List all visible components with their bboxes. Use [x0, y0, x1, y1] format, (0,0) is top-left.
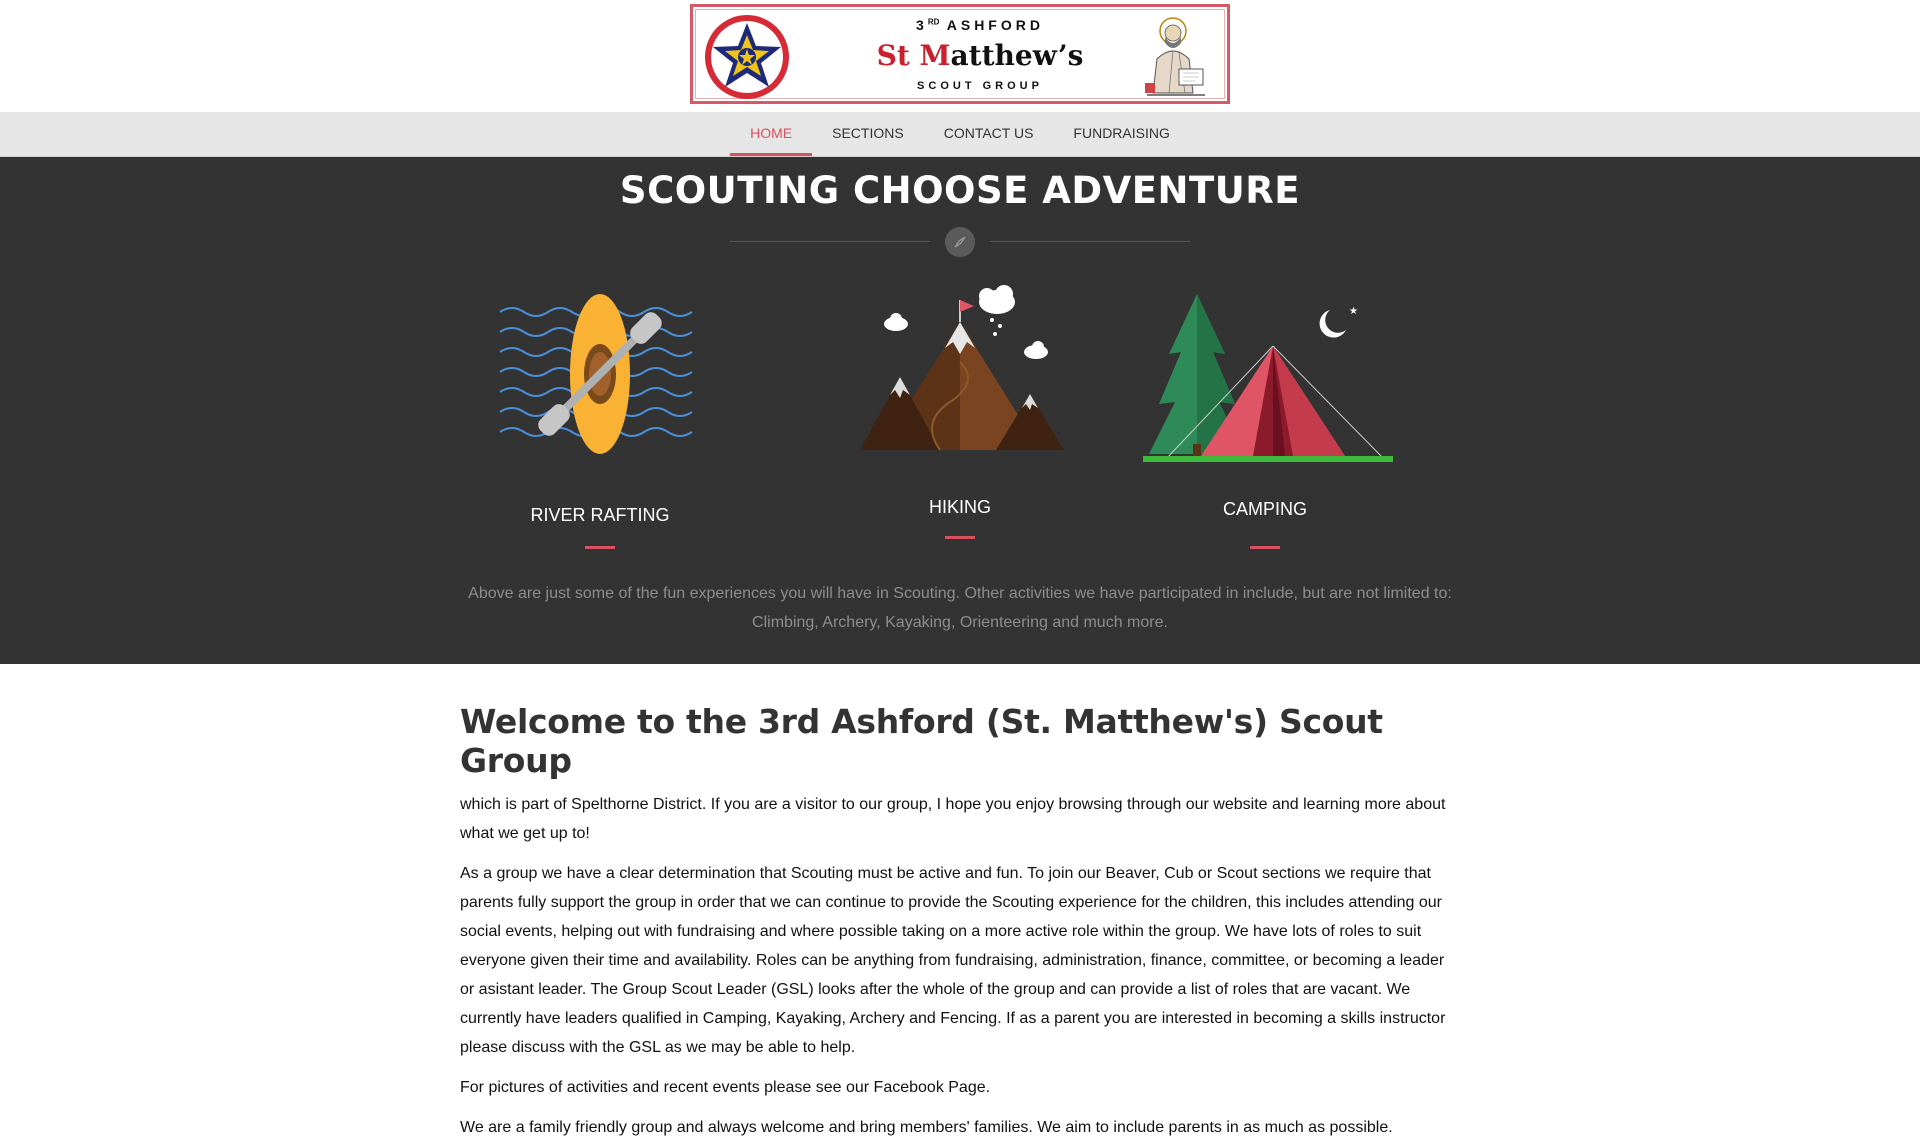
site-header	[0, 0, 1920, 112]
feature-title-river-rafting: RIVER RAFTING	[530, 505, 670, 525]
svg-text:★: ★	[1349, 306, 1358, 317]
welcome-heading: Welcome to the 3rd Ashford (St. Matthew's) Scout Group	[460, 702, 1383, 780]
tent-icon	[1125, 284, 1405, 464]
facebook-paragraph: For pictures of activities and recent events please see our Facebook Page.	[460, 1079, 991, 1096]
divider-line-right	[990, 241, 1190, 242]
family-paragraph: We are a family friendly group and always welcome and bring members' families. We aim to include parents in as much as possible.	[460, 1119, 1393, 1136]
logo-text	[843, 13, 1117, 92]
site-logo[interactable]	[690, 4, 1230, 104]
mountain-icon	[840, 282, 1080, 462]
logo-line-ashford: 3RD ASHFORD	[916, 17, 1044, 33]
about-paragraph: As a group we have a clear determination that Scouting must be active and fun. To join our Beaver, Cub or Scout sections we require that parents fully support the group in order that we can continue to provide the Scouting experience for the children, this includes attending our social events, helping out with fundraising and where possible taking on a more active role within the group. We have lots of roles to suit everyone given their time and availability. Roles can be anything from fundraising, administration, finance, committee, or becoming a leader or asistant leader. The Group Scout Leader (GSL) looks after the whole of the group and can provide a list of roles that are vacant. We currently have leaders qualified in Camping, Kayaking, Archery and Fencing. If as a parent you are interested in becoming a skills instructor please discuss with the GSL as we may be able to help.	[460, 865, 1446, 1056]
activities-description: Above are just some of the fun experiences you will have in Scouting. Other activities we have participated in include, but are not limited to: Climbing, Archery, Kayaking, Orienteering and much more.	[468, 585, 1452, 631]
nav-item-fundraising[interactable]: FUNDRAISING	[1073, 125, 1170, 141]
main-content	[460, 664, 1460, 1142]
feature-underline	[945, 536, 975, 539]
main-nav	[0, 112, 1920, 157]
features-row	[0, 292, 1920, 542]
section-divider	[0, 224, 1920, 258]
logo-line-scout-group: SCOUT GROUP	[917, 80, 1043, 92]
feature-title-camping: CAMPING	[1222, 499, 1307, 519]
logo-line-st-matthews: St Matthew’s	[876, 39, 1084, 72]
compass-icon	[945, 227, 975, 257]
feature-river-rafting	[510, 292, 690, 549]
feature-camping	[1140, 292, 1390, 549]
nav-item-sections[interactable]: SECTIONS	[832, 125, 904, 141]
feature-underline	[1250, 546, 1280, 549]
adventure-section	[0, 157, 1920, 664]
nav-items	[730, 112, 1190, 156]
feature-hiking	[840, 292, 1080, 539]
saint-matthew-icon	[1143, 13, 1209, 99]
kayak-icon	[495, 292, 705, 462]
scout-badge-icon	[703, 13, 791, 101]
feature-underline	[585, 546, 615, 549]
hero-title: SCOUTING CHOOSE ADVENTURE	[619, 169, 1301, 212]
divider-line-left	[730, 241, 930, 242]
nav-item-home[interactable]: HOME	[730, 112, 812, 156]
nav-item-contact-us[interactable]: CONTACT US	[943, 125, 1034, 141]
intro-paragraph: which is part of Spelthorne District. If you are a visitor to our group, I hope you enjoy browsing through our website and learning more about what we get up to!	[460, 796, 1446, 842]
feature-title-hiking: HIKING	[928, 497, 991, 517]
